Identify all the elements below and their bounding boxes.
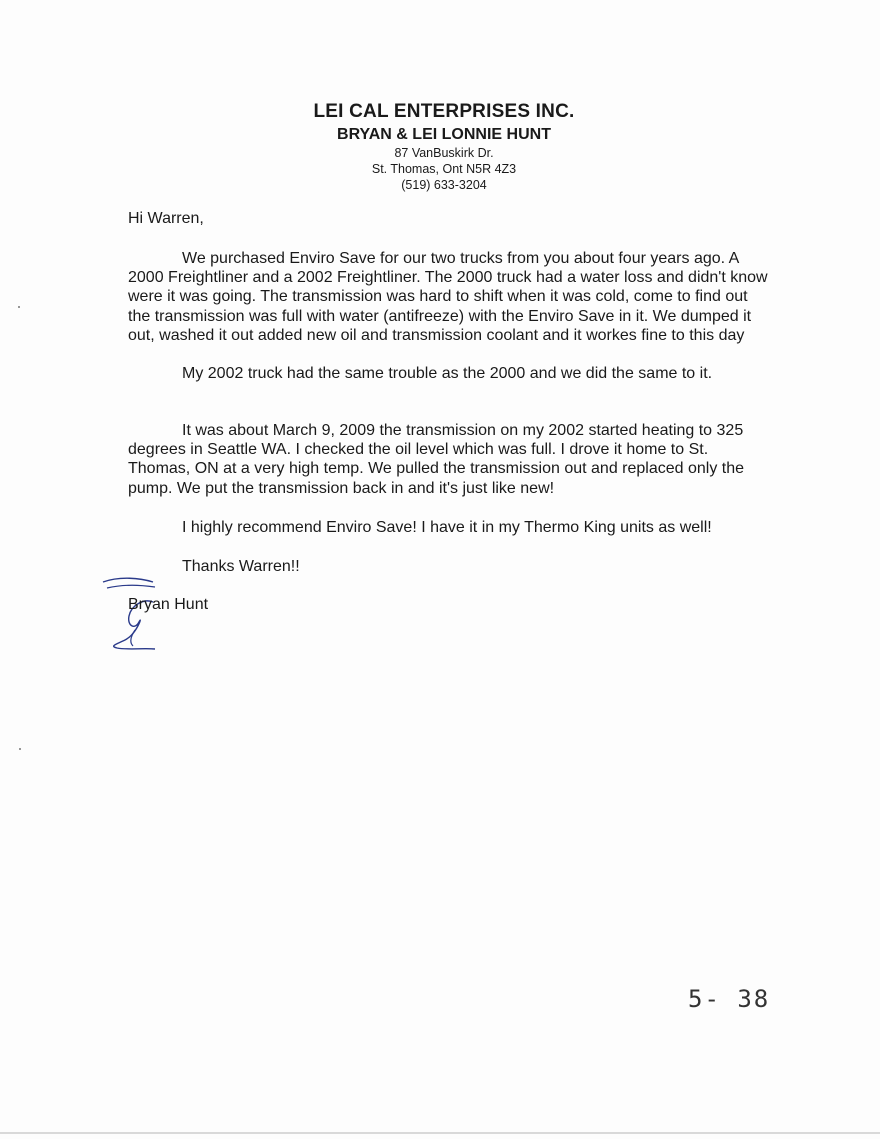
- street-address: 87 VanBuskirk Dr.: [394, 146, 494, 160]
- scan-speck: [19, 748, 21, 750]
- paragraph-recommendation: I highly recommend Enviro Save! I have it in my Thermo King units as well!: [182, 519, 712, 536]
- paragraph-2002-truck: My 2002 truck had the same trouble as the 2000 and we did the same to it.: [182, 365, 713, 382]
- handwritten-signature: [95, 570, 185, 660]
- phone-number: (519) 633-3204: [401, 178, 487, 192]
- city-postal: St. Thomas, Ont N5R 4Z3: [371, 162, 517, 176]
- owner-names: BRYAN & LEI LONNIE HUNT: [337, 126, 551, 143]
- letterhead: [0, 100, 880, 193]
- scan-speck: [18, 306, 20, 308]
- paragraph-purchase: We purchased Enviro Save for our two trucks from you about four years ago. A 2000 Freightliner and a 2002 Freightliner. The 2000 truck had a water loss and didn't know were it was going. The transmission was hard to shift when it was cold, come to find out the transmission was full with water (antifreeze) with the Enviro Save in it. We dumped it out, washed it out added new oil and transmission coolant and it workes fine to this day: [128, 250, 768, 344]
- signer-name: Bryan Hunt: [128, 596, 209, 613]
- paragraph-transmission-heating: It was about March 9, 2009 the transmission on my 2002 started heating to 325 degrees in Seattle WA. I checked the oil level which was full. I drove it home to St. Thomas, ON at a very high temp. We pulled the transmission out and replaced only the pump. We put the transmission back in and it's just like new!: [128, 422, 745, 497]
- page-number: 5- 38: [688, 985, 771, 1013]
- company-name: LEI CAL ENTERPRISES INC.: [313, 101, 575, 122]
- closing-thanks: Thanks Warren!!: [182, 558, 300, 575]
- salutation: Hi Warren,: [128, 210, 204, 227]
- page-bottom-edge: [0, 1132, 880, 1134]
